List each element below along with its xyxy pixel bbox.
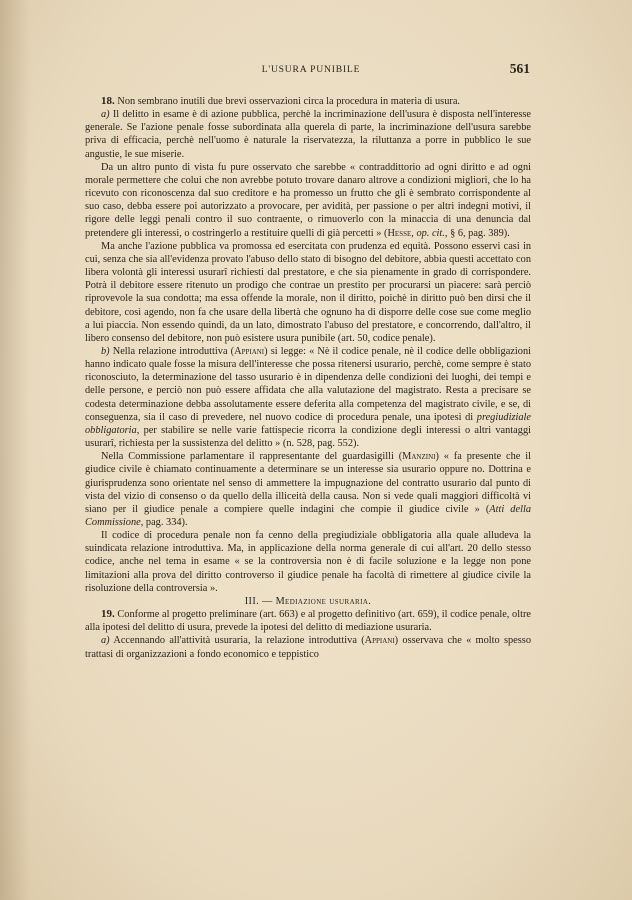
source-name: Appiani — [364, 635, 395, 647]
author-name: Hesse — [387, 227, 412, 239]
point-label: a) — [101, 635, 110, 647]
paragraph-18-a: a) Il delitto in esame è di azione pubblica, perchè la incriminazione dell'usura è disposta nell'interesse generale. Se l'azione penale fosse subordinata alla querela di parte, la incriminazione dell'usura sarebbe priva di efficacia, perchè nell'uomo è naturale la riservatezza, la riluttanza a porre in pubblico le sue angustie, le sue miserie. — [85, 109, 531, 160]
page-body — [85, 95, 531, 661]
paragraph-18-commissione: Nella Commissione parlamentare il rappresentante del guardasigilli (Manzini) « fa presente che il giudice civile è chiamato continuamente a determinare se un interesse sia usurario oppure no. Dottrina e giurisprudenza sono orientate nel senso di ammettere la impugnazione del contratto usurario dal punto di vista del vizio di consenso o da quello della illiceità della causa. Non si vede quali maggiori difficoltà vi siano per il giudice penale a compiere quelle indagini che compie il giudice civile » (Atti della Commissione, pag. 334). — [85, 451, 531, 528]
section-heading: III. — Mediazione usuraria. — [244, 595, 372, 607]
paragraph-18-b: b) Nella relazione introduttiva (Appiani) si legge: « Nè il codice penale, nè il codice delle obbligazioni hanno indicato quale fosse la misura dell'interesse che possa ritenersi usurario, perchè, come sempre è stato riconosciuto, la determinazione del tasso usurario è in dipendenza delle condizioni dei luoghi, dei tempi e delle persone, e perciò non può essere affidata che alla valutazione del magistrato. Resta a precisare se codesta determinazione debba assolutamente essere deferita alla competenza del magistrato civile, e se, di conseguenza, sia il caso di prevedere, nel nuovo codice di procedura penale, una ipotesi di pregiudiziale obbligatoria, per stabilire se nelle varie fattispecie ricorra la condizione degli interessi o altri vantaggi usurarî, richiesta per la sussistenza del delitto » (n. 528, pag. 552). — [85, 345, 531, 450]
paragraph-18-codice: Il codice di procedura penale non fa cenno della pregiudiziale obbligatoria alla quale alludeva la suindicata relazione introduttiva. Ma, in applicazione della norma generale di cui all'art. 20 dello stesso codice, anche nel tema in esame « se la controversia non è di facile soluzione e la legge non pone limitazioni alla prova del diritto controverso il giudice penale ha facoltà di rimettere al giudice civile la risoluzione della controversia ». — [85, 530, 531, 594]
paragraph-19-intro: 19. Conforme al progetto preliminare (art. 663) e al progetto definitivo (art. 659), il codice penale, oltre alla ipotesi del delitto di usura, prevede la ipotesi del delitto di mediazione usuraria. — [85, 608, 531, 634]
point-label: a) — [101, 109, 110, 121]
paragraph-19-a: a) Accennando all'attività usuraria, la relazione introduttiva (Appiani) osservava che « molto spesso trattasi di organizzazioni a fondo economico e teppistico — [85, 635, 531, 660]
paragraph-number: 19. — [101, 608, 115, 621]
paragraph-18-hesse: Da un altro punto di vista fu pure osservato che sarebbe « contraddittorio ad ogni diritto e ad ogni morale permettere che colui che non avrebbe potuto trovare danaro altrove a condizioni migliori, che lo ha ricevuto con riconoscenza dal suo creditore e ha promesso un frutto che gli è sembrato corrispondente al suo caso, debba essere poi autorizzato a provocare, per avidità, per passione o per altri indegni motivi, il rigore delle leggi penali contro il suo contraente, o rimuoverlo con la minaccia di una denuncia dal pretendere gli interessi, o costringerlo a restituire quelli di già percetti » (Hesse, op. cit., § 6, pag. 389). — [85, 161, 531, 239]
binding-shadow — [0, 0, 30, 900]
paragraph-number: 18. — [101, 95, 115, 107]
section-title: Mediazione usuraria. — [275, 595, 372, 607]
page-header — [92, 61, 530, 80]
citation: Atti della Commissione — [85, 503, 531, 528]
paragraph-18-intro: 18. Non sembrano inutili due brevi osservazioni circa la procedura in materia di usura. — [101, 95, 461, 107]
running-title: L'USURA PUNIBILE — [261, 64, 361, 75]
point-label: b) — [101, 345, 110, 357]
paragraph-18-azione: Ma anche l'azione pubblica va promossa ed esercitata con prudenza ed equità. Possono esservi casi in cui, senza che sia all'evidenza provato l'abuso dello stato di bisogno del debitore, abbia questi accettato con libera volontà gli interessi usurarî richiesti dal prestatore, e che sia pienamente in grado di corrispondere. Potrà il debitore essere ritenuto un prodigo che contrae un prestito per procurarsi un piacere: sarà perciò riprovevole la sua condotta; ma essa offende la morale, non il diritto, poichè in diritto può ben dirsi che il debitore, così agendo, non fa che usare della libertà che ognuno ha di disporre delle cose sue come meglio a lui piaccia. Non essendo quindi, da un lato, dimostrato l'abuso del prestatore, e concorrendo, dall'altro, il libero consenso del debitore, non può esistere usura punibile (art. 50, codice penale). — [85, 240, 531, 344]
emphasis: pregiudiziale obbligatoria — [85, 411, 531, 436]
source-name: Manzini — [402, 451, 436, 463]
source-name: Appiani — [234, 345, 265, 357]
citation: op. cit. — [416, 227, 445, 239]
page-number: 561 — [509, 61, 530, 76]
